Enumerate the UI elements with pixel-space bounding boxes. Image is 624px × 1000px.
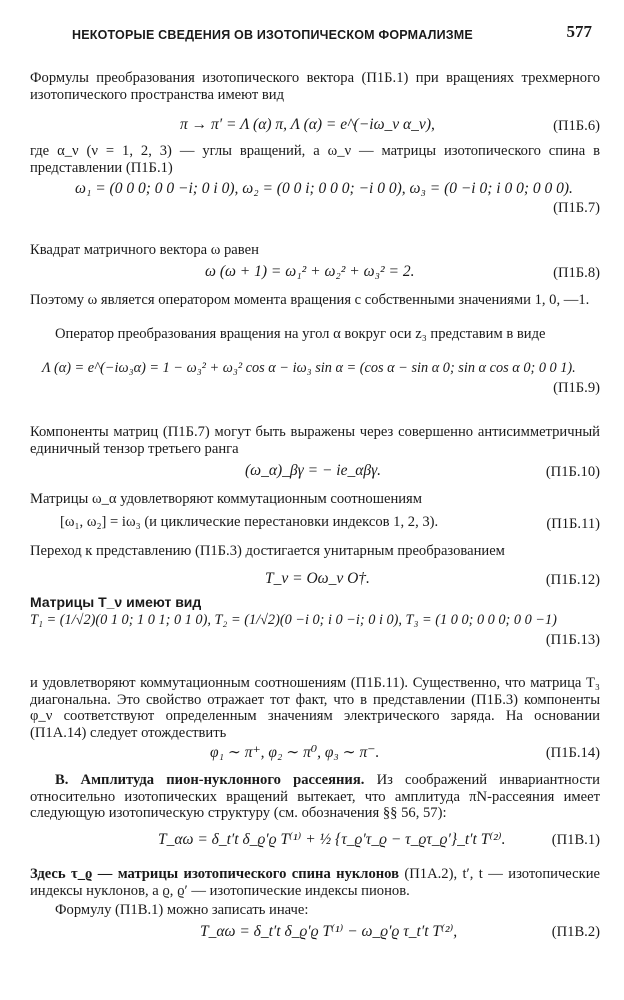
formula-pion-identification: φ₁ ∼ π⁺, φ₂ ∼ π⁰, φ₃ ∼ π⁻. — [210, 744, 380, 761]
equation-number: (П1Б.8) — [553, 265, 600, 281]
paragraph-11: В. Амплитуда пион-нуклонного рассеяния. Из соображений инвариантности относительно изотопических вращений вытекает, что амплитуда πN-рассеяния имеет следующую изотопическую структуру (см. обозначения §§ 56, 57): — [30, 772, 600, 821]
page-number: 577 — [566, 22, 592, 41]
equation-7 — [30, 570, 600, 594]
equation-number: (П1Б.10) — [545, 464, 600, 480]
equation-5 — [30, 462, 600, 486]
formula-rotation-operator: Λ (α) = e^(−iω₃α) = 1 − ω₃² + ω₃² cos α − iω₃ sin α = (cos α − sin α 0; sin α cos α 0; 0 0 1). — [42, 360, 576, 376]
formula-rotation: π → π′ = Λ (α) π, Λ (α) = e^(−iω_ν α_ν), — [180, 116, 435, 133]
formula-t-matrices: T₁ = (1/√2)(0 1 0; 1 0 1; 0 1 0), T₂ = (1/√2)(0 −i 0; i 0 −i; 0 i 0), T₃ = (1 0 0; 0 0 0; 0 0 −1) — [30, 612, 557, 628]
formula-amplitude-alt: T_αω = δ_t′t δ_ϱ′ϱ T⁽¹⁾ − ω_ϱ′ϱ τ_t′t T⁽²⁾, — [200, 923, 458, 940]
formula-omega-matrices: ω₁ = (0 0 0; 0 0 −i; 0 i 0), ω₂ = (0 0 i; 0 0 0; −i 0 0), ω₃ = (0 −i 0; i 0 0; 0 0 0). — [75, 180, 573, 197]
equation-9 — [30, 743, 600, 767]
equation-number: (П1В.1) — [551, 832, 600, 848]
equation-1 — [30, 116, 600, 140]
paragraph-10: и удовлетворяют коммутационным соотношениям (П1Б.11). Существенно, что матрица T₃ диагональна. Это свойство отражает тот факт, что в представлении (П1Б.3) компоненты φ_ν соответствуют определенным значениям электрического заряда. На основании (П1А.14) следует отождествить — [30, 675, 600, 741]
running-title: НЕКОТОРЫЕ СВЕДЕНИЯ ОВ ИЗОТОПИЧЕСКОМ ФОРМАЛИЗМЕ — [72, 28, 473, 42]
equation-number: (П1Б.12) — [545, 572, 600, 588]
equation-11 — [30, 922, 600, 946]
equation-number: (П1Б.7) — [553, 200, 600, 216]
equation-6 — [30, 514, 600, 538]
equation-number: (П1Б.6) — [553, 118, 600, 134]
equation-number: (П1Б.13) — [545, 632, 600, 648]
formula-amplitude: T_αω = δ_t′t δ_ϱ′ϱ T⁽¹⁾ + ½ {τ_ϱ′τ_ϱ − τ_ϱτ_ϱ′}_t′t T⁽²⁾. — [158, 831, 506, 848]
paragraph-7: Матрицы ω_α удовлетворяют коммутационным соотношениям — [30, 491, 423, 507]
paragraph-8: Переход к представлению (П1Б.3) достигается унитарным преобразованием — [30, 543, 505, 559]
formula-commutator: [ω₁, ω₂] = iω₃ (и циклические перестановки индексов 1, 2, 3). — [60, 514, 439, 530]
paragraph-2: где α_ν (ν = 1, 2, 3) — углы вращений, а ω_ν — матрицы изотопического спина в представлении (П1Б.1) — [30, 143, 600, 176]
running-header — [72, 22, 592, 46]
formula-levi-civita: (ω_α)_βγ = − ie_αβγ. — [245, 462, 382, 479]
paragraph-1: Формулы преобразования изотопического вектора (П1Б.1) при вращениях трехмерного изотопического пространства имеют вид — [30, 70, 600, 103]
paragraph-6: Компоненты матриц (П1Б.7) могут быть выражены через совершенно антисимметричный единичный тензор третьего ранга — [30, 424, 600, 457]
paragraph-3: Квадрат матричного вектора ω равен — [30, 242, 259, 258]
equation-number: (П1В.2) — [551, 924, 600, 940]
equation-3 — [30, 263, 600, 287]
equation-8 — [30, 612, 600, 668]
formula-omega-square: ω (ω + 1) = ω₁² + ω₂² + ω₃² = 2. — [205, 263, 415, 280]
equation-10 — [30, 830, 600, 854]
paragraph-5: Оператор преобразования вращения на угол α вокруг оси z₃ представим в виде — [55, 326, 546, 342]
paragraph-13: Формулу (П1В.1) можно записать иначе: — [55, 902, 309, 918]
paragraph-4: Поэтому ω является оператором момента вращения с собственными значениями 1, 0, —1. — [30, 292, 590, 308]
equation-number: (П1Б.11) — [546, 516, 600, 532]
equation-2 — [30, 180, 600, 236]
formula-unitary-transform: T_ν = Oω_ν O†. — [265, 570, 370, 587]
equation-4 — [30, 360, 600, 416]
paragraph-9: Матрицы T_ν имеют вид — [30, 594, 202, 610]
equation-number: (П1Б.9) — [553, 380, 600, 396]
section-heading: В. Амплитуда пион-нуклонного рассеяния. — [55, 772, 365, 788]
paragraph-12: Здесь τ_ϱ — матрицы изотопического спина нуклонов (П1А.2), t′, t — изотопические индексы нуклонов, а ϱ, ϱ′ — изотопические индексы пионов. — [30, 866, 600, 899]
equation-number: (П1Б.14) — [545, 745, 600, 761]
